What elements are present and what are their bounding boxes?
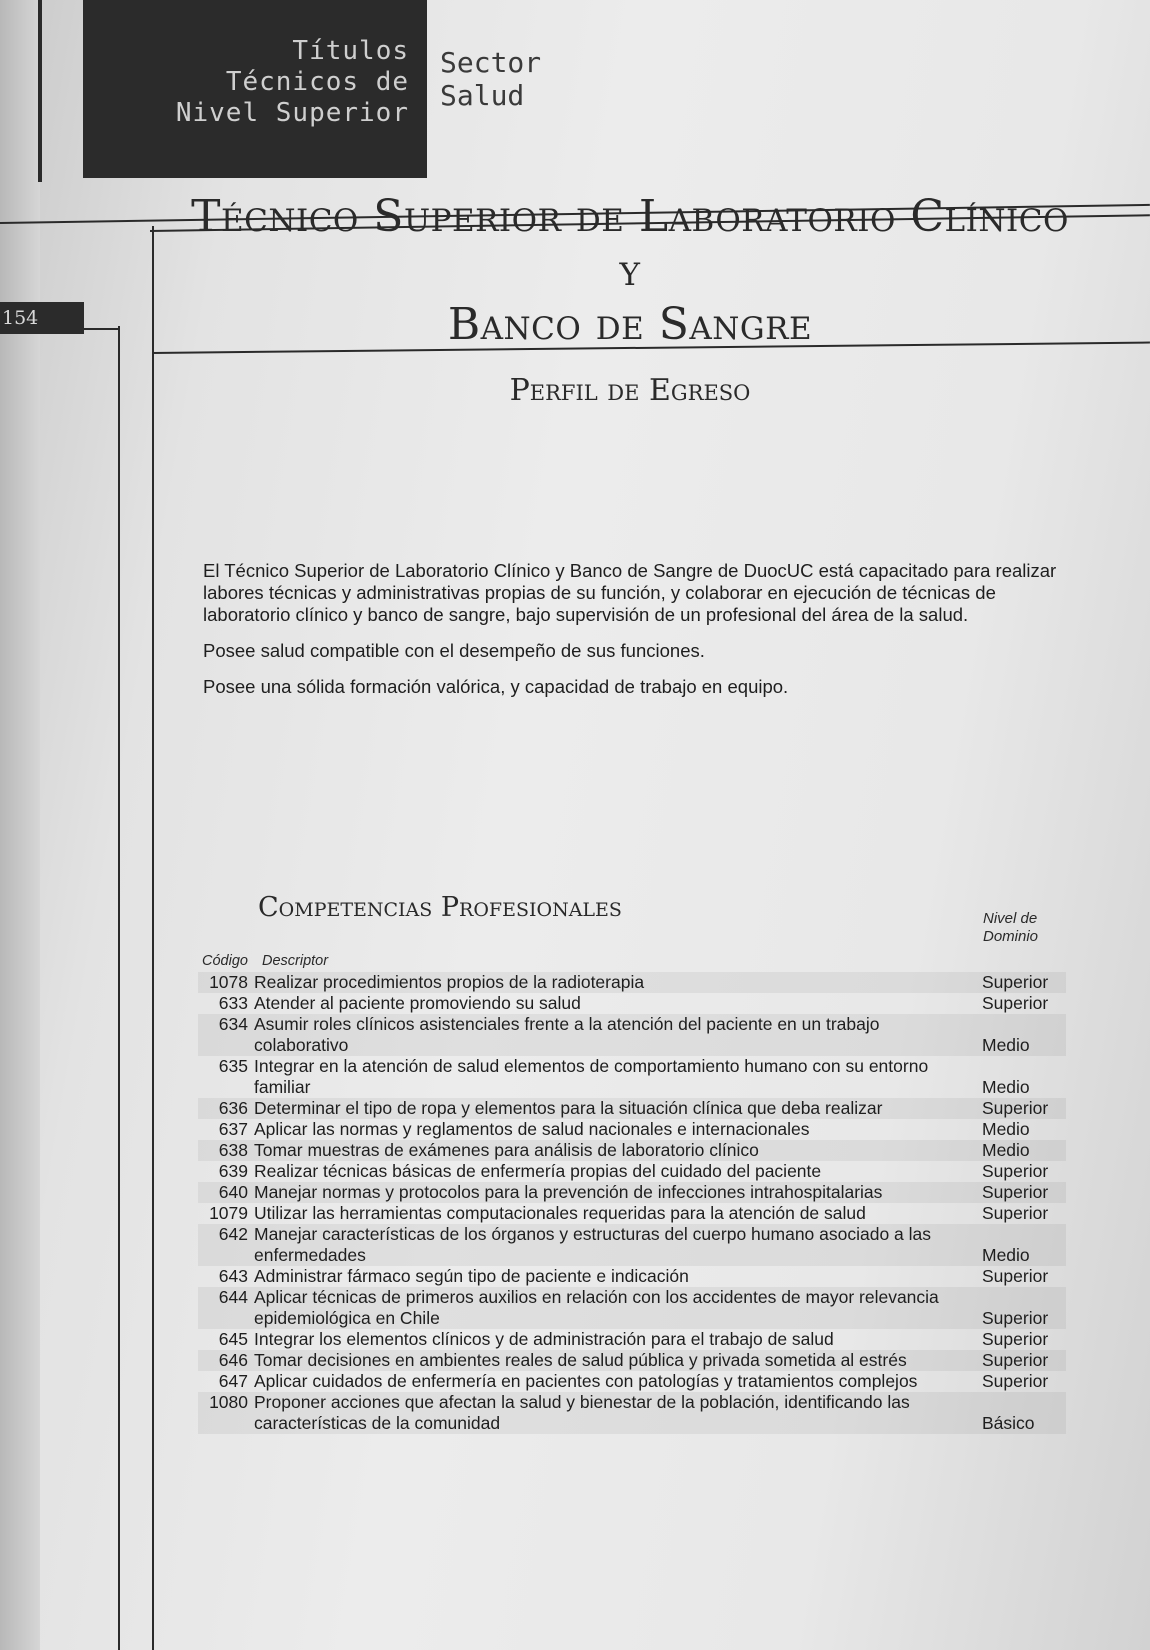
row-descriptor: Administrar fármaco según tipo de paciente e indicación [254, 1266, 689, 1286]
nivel-dominio-header [983, 910, 1038, 946]
row-level: Superior [974, 972, 1066, 993]
table-row [198, 1014, 1066, 1056]
row-code: 635 [218, 1056, 248, 1076]
perfil-paragraph: El Técnico Superior de Laboratorio Clínico y Banco de Sangre de DuocUC está capacitado para realizar labores técnicas y administrativas propias de su función, y colaborar en ejecución de técnicas de laboratorio clínico y banco de sangre, bajo supervisión de un profesional del área de la salud. [203, 560, 1057, 625]
competencias-heading: Competencias Profesionales [258, 892, 622, 923]
table-row [198, 1350, 1066, 1371]
table-row [198, 1392, 1066, 1434]
row-descriptor: Aplicar técnicas de primeros auxilios en relación con los accidentes de mayor relevancia epidemiológica en Chile [254, 1287, 974, 1329]
sector-line: Sector [440, 46, 542, 79]
row-level: Medio [982, 1077, 1030, 1097]
table-row [198, 993, 1066, 1014]
page-number: 154 [0, 302, 84, 334]
table-row [198, 1161, 1066, 1182]
table-row [198, 1203, 1066, 1224]
table-row [198, 1266, 1066, 1287]
sector-label [440, 46, 541, 112]
row-code: 639 [218, 1161, 248, 1181]
series-header-block [83, 0, 427, 178]
row-code: 1078 [198, 972, 254, 993]
table-row [198, 1182, 1066, 1203]
row-descriptor: Asumir roles clínicos asistenciales frente a la atención del paciente en un trabajo colaborativo [254, 1014, 974, 1056]
perfil-paragraph: Posee una sólida formación valórica, y capacidad de trabajo en equipo. [203, 676, 789, 697]
nivel-header-line: Dominio [983, 928, 1039, 945]
row-level: Básico [974, 1392, 1066, 1434]
table-row [198, 1329, 1066, 1350]
table-row [198, 1140, 1066, 1161]
row-level: Medio [982, 1119, 1030, 1139]
row-descriptor: Realizar técnicas básicas de enfermería propias del cuidado del paciente [254, 1161, 822, 1181]
row-code: 645 [218, 1329, 248, 1349]
margin-rule-outer [118, 326, 120, 1650]
table-row [198, 972, 1066, 993]
row-code: 634 [198, 1014, 254, 1056]
row-code: 633 [218, 993, 248, 1013]
table-row [198, 1056, 1066, 1098]
nivel-header-line: Nivel de [983, 910, 1038, 927]
series-title-line: Títulos [292, 36, 409, 66]
row-level: Superior [974, 1287, 1066, 1329]
table-row [198, 1287, 1066, 1329]
row-code: 640 [198, 1182, 254, 1203]
row-level: Superior [982, 1329, 1049, 1349]
row-level: Medio [974, 1224, 1066, 1266]
row-code: 643 [218, 1266, 248, 1286]
row-level: Medio [974, 1014, 1066, 1056]
codigo-header: Código [202, 953, 248, 969]
series-title-line: Nivel Superior [175, 98, 409, 128]
sector-line: Salud [440, 79, 525, 112]
series-title-line: Técnicos de [225, 67, 409, 97]
row-level: Superior [982, 993, 1049, 1013]
page-gutter-shadow [0, 0, 40, 1650]
row-code: 646 [198, 1350, 254, 1371]
row-code: 638 [198, 1140, 254, 1161]
row-level: Superior [982, 1266, 1049, 1286]
row-descriptor: Aplicar las normas y reglamentos de salud nacionales e internacionales [254, 1119, 810, 1139]
page-title-line: Banco de Sangre [447, 299, 813, 350]
row-code: 647 [218, 1371, 248, 1391]
row-descriptor: Determinar el tipo de ropa y elementos para la situación clínica que deba realizar [254, 1098, 974, 1119]
row-code: 637 [218, 1119, 248, 1139]
row-level: Medio [974, 1140, 1066, 1161]
row-level: Superior [974, 1182, 1066, 1203]
row-descriptor: Integrar los elementos clínicos y de administración para el trabajo de salud [254, 1329, 834, 1349]
table-row [198, 1098, 1066, 1119]
row-descriptor: Utilizar las herramientas computacionales requeridas para la atención de salud [254, 1203, 866, 1223]
competencias-table [198, 972, 1066, 1434]
row-code: 1080 [198, 1392, 254, 1434]
row-code: 1079 [209, 1203, 248, 1223]
table-row [198, 1371, 1066, 1392]
row-descriptor: Tomar decisiones en ambientes reales de salud pública y privada sometida al estrés [254, 1350, 974, 1371]
row-descriptor: Atender al paciente promoviendo su salud [254, 993, 581, 1013]
row-descriptor: Aplicar cuidados de enfermería en pacientes con patologías y tratamientos complejos [254, 1371, 918, 1391]
row-descriptor: Proponer acciones que afectan la salud y bienestar de la población, identificando las características de la comunidad [254, 1392, 974, 1434]
margin-rule-inner [152, 226, 154, 1650]
row-descriptor: Integrar en la atención de salud elementos de comportamiento humano con su entorno familiar [254, 1056, 929, 1097]
table-row [198, 1119, 1066, 1140]
page-title-line: Técnico Superior de Laboratorio Clínico y [191, 191, 1069, 296]
row-code: 636 [198, 1098, 254, 1119]
row-code: 642 [198, 1224, 254, 1266]
table-row [198, 1224, 1066, 1266]
series-title [176, 36, 409, 129]
perfil-heading: Perfil de Egreso [509, 373, 751, 408]
row-descriptor: Tomar muestras de exámenes para análisis de laboratorio clínico [254, 1140, 974, 1161]
row-level: Superior [982, 1371, 1049, 1391]
row-descriptor: Realizar procedimientos propios de la radioterapia [254, 972, 974, 993]
row-level: Superior [982, 1161, 1049, 1181]
row-descriptor: Manejar normas y protocolos para la prevención de infecciones intrahospitalarias [254, 1182, 974, 1203]
row-descriptor: Manejar características de los órganos y estructuras del cuerpo humano asociado a las enfermedades [254, 1224, 974, 1266]
row-level: Superior [974, 1098, 1066, 1119]
perfil-text [203, 560, 1065, 712]
row-code: 644 [198, 1287, 254, 1329]
gutter-rule [38, 0, 42, 182]
descriptor-header: Descriptor [262, 953, 329, 969]
page-title [180, 190, 1080, 352]
row-level: Superior [982, 1203, 1049, 1223]
perfil-paragraph: Posee salud compatible con el desempeño de sus funciones. [203, 640, 705, 661]
row-level: Superior [974, 1350, 1066, 1371]
